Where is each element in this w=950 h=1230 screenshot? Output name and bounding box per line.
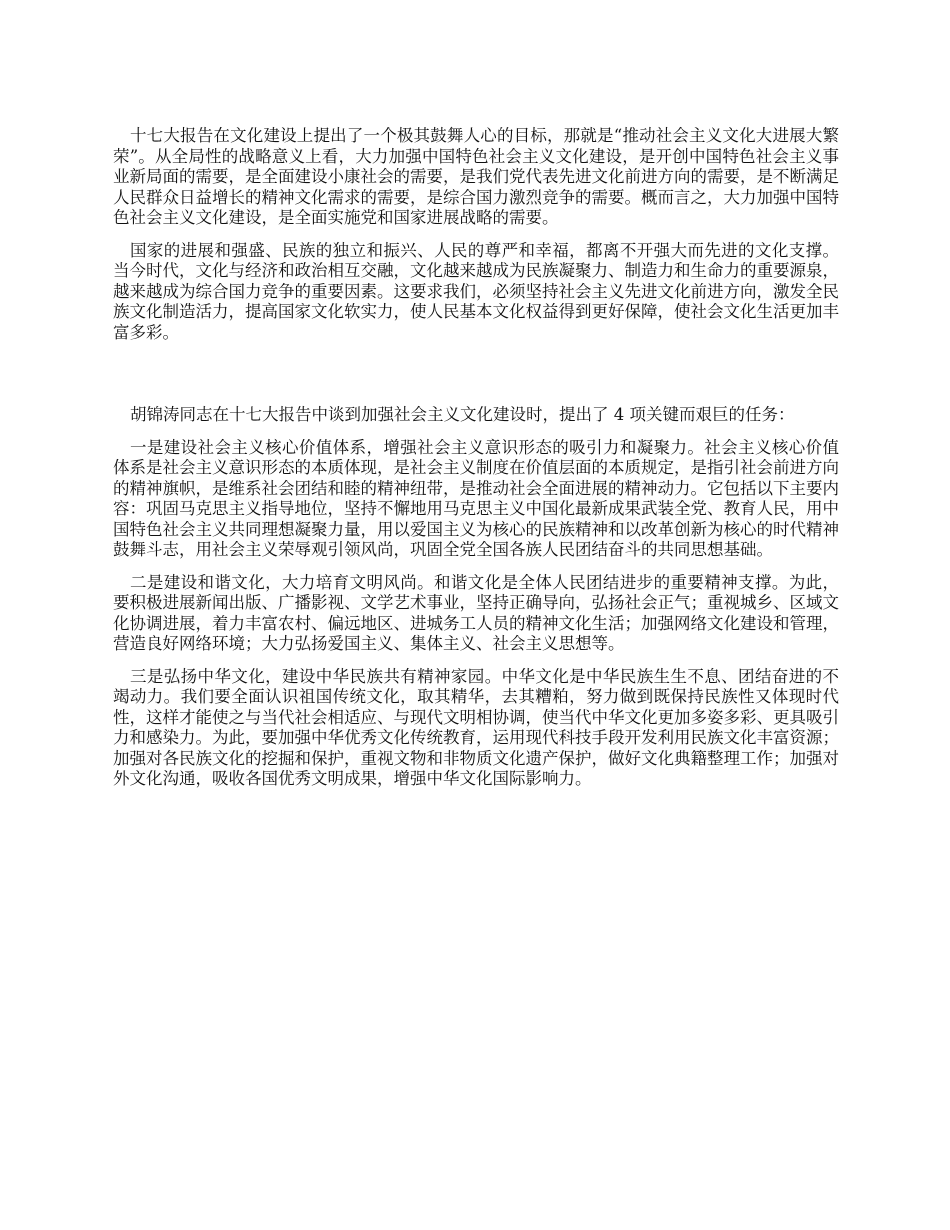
paragraph-4: 一是建设社会主义核心价值体系，增强社会主义意识形态的吸引力和凝聚力。社会主义核心价值体系是社会主义意识形态的本质体现，是社会主义制度在价值层面的本质规定，是指引社会前进方向的精神旗帜，是维系社会团结和睦的精神纽带，是推动社会全面进展的精神动力。它包括以下主要内容：巩固马克思主义指导地位，坚持不懈地用马克思主义中国化最新成果武装全党、教育人民，用中国特色社会主义共同理想凝聚力量，用以爱国主义为核心的民族精神和以改革创新为核心的时代精神鼓舞斗志，用社会主义荣辱观引领风尚，巩固全党全国各族人民团结奋斗的共同思想基础。 <box>113 437 839 559</box>
paragraph-1: 十七大报告在文化建设上提出了一个极其鼓舞人心的目标，那就是“推动社会主义文化大进展大繁荣”。从全局性的战略意义上看，大力加强中国特色社会主义文化建设，是开创中国特色社会主义事业新局面的需要，是全面建设小康社会的需要，是我们党代表先进文化前进方向的需要，是不断满足人民群众日益增长的精神文化需求的需要，是综合国力激烈竞争的需要。概而言之，大力加强中国特色社会主义文化建设，是全面实施党和国家进展战略的需要。 <box>113 126 839 227</box>
paragraph-6: 三是弘扬中华文化，建设中华民族共有精神家园。中华文化是中华民族生生不息、团结奋进的不竭动力。我们要全面认识祖国传统文化，取其精华，去其糟粕，努力做到既保持民族性又体现时代性，这样才能使之与当代社会相适应、与现代文明相协调，使当代中华文化更加多姿多彩、更具吸引力和感染力。为此，要加强中华优秀文化传统教育，运用现代科技手段开发利用民族文化丰富资源；加强对各民族文化的挖掘和保护，重视文物和非物质文化遗产保护，做好文化典籍整理工作；加强对外文化沟通，吸收各国优秀文明成果，增强中华文化国际影响力。 <box>113 666 839 788</box>
paragraph-gap <box>113 355 839 405</box>
paragraph-3: 胡锦涛同志在十七大报告中谈到加强社会主义文化建设时，提出了 4 项关键而艰巨的任务： <box>130 405 795 424</box>
document-body <box>113 126 839 802</box>
paragraph-5: 二是建设和谐文化，大力培育文明风尚。和谐文化是全体人民团结进步的重要精神支撑。为此，要积极进展新闻出版、广播影视、文学艺术事业，坚持正确导向，弘扬社会正气；重视城乡、区域文化协调进展，着力丰富农村、偏远地区、进城务工人员的精神文化生活；加强网络文化建设和管理，营造良好网络环境；大力弘扬爱国主义、集体主义、社会主义思想等。 <box>113 572 839 653</box>
paragraph-2: 国家的进展和强盛、民族的独立和振兴、人民的尊严和幸福，都离不开强大而先进的文化支撑。当今时代，文化与经济和政治相互交融，文化越来越成为民族凝聚力、制造力和生命力的重要源泉，越来越成为综合国力竞争的重要因素。这要求我们，必须坚持社会主义先进文化前进方向，激发全民族文化制造活力，提高国家文化软实力，使人民基本文化权益得到更好保障，使社会文化生活更加丰富多彩。 <box>113 240 839 342</box>
